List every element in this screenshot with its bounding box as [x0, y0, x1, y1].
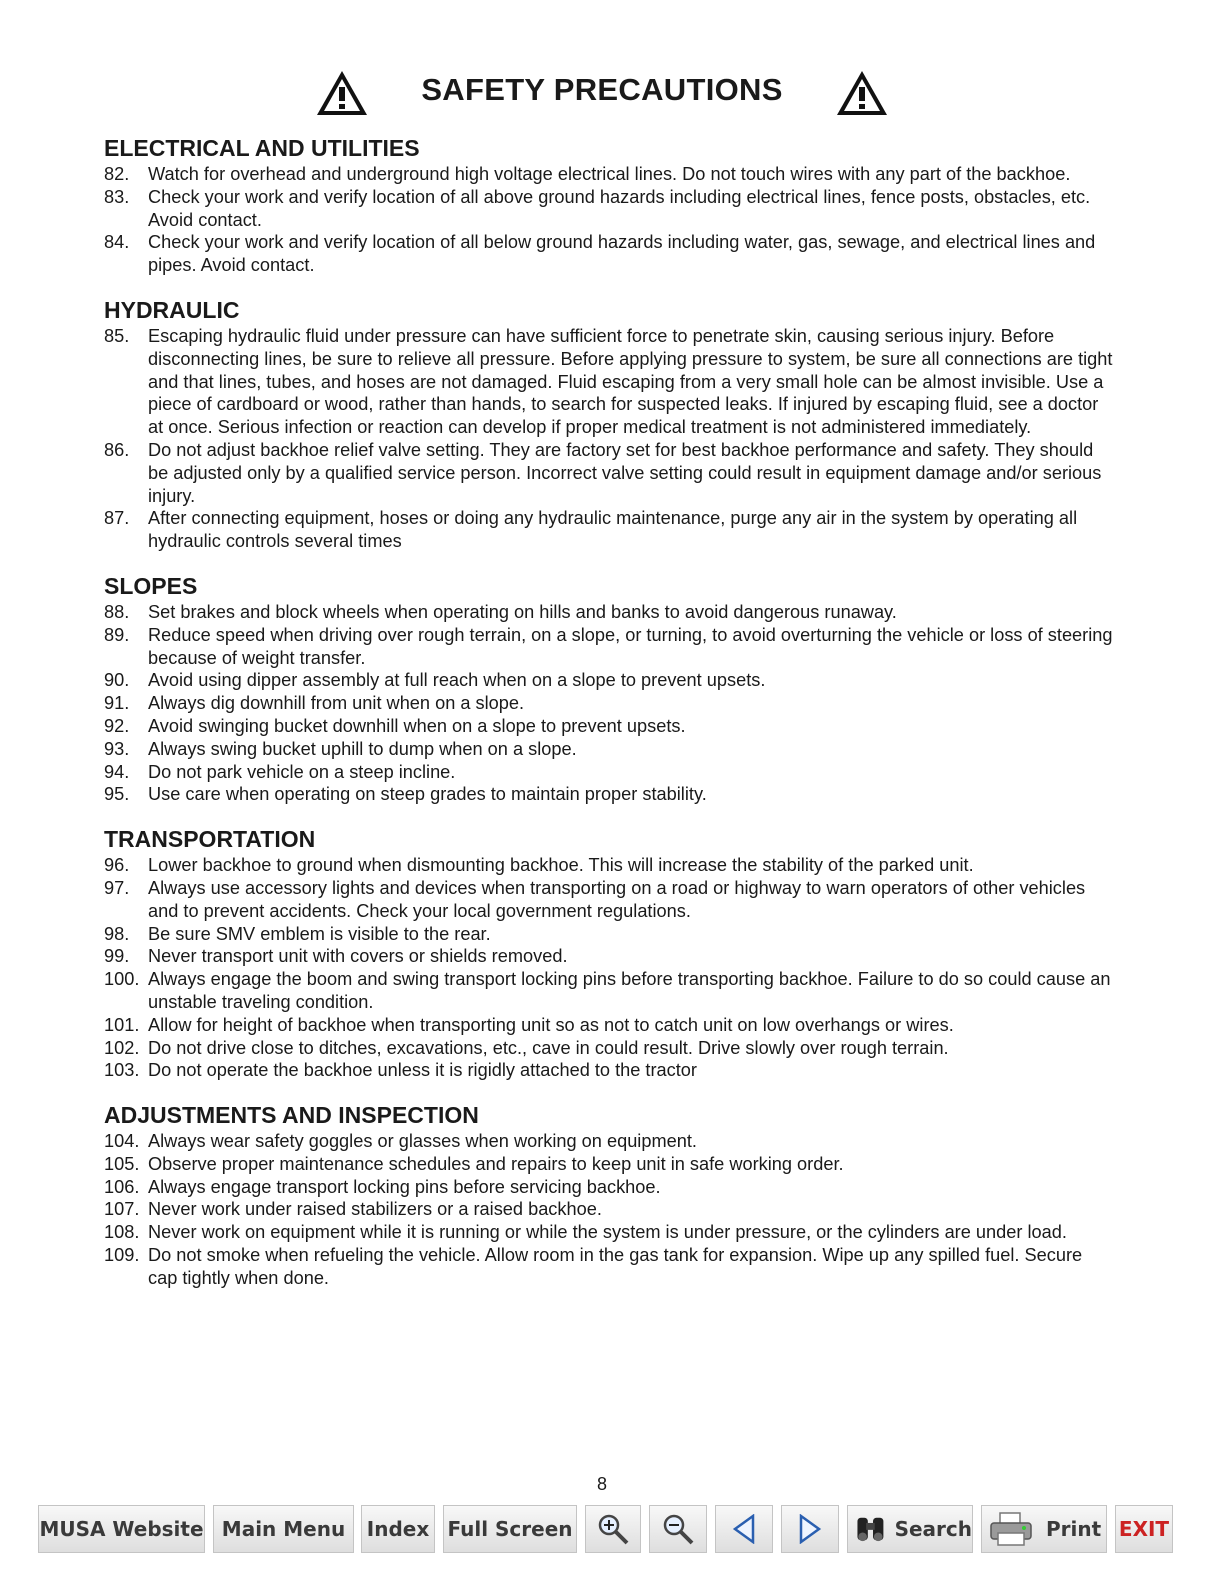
full-screen-button[interactable]: Full Screen: [443, 1505, 577, 1553]
item-text: Observe proper maintenance schedules and repairs to keep unit in safe working order.: [148, 1153, 844, 1174]
list-item: [104, 231, 1114, 277]
arrow-right-icon: [797, 1514, 823, 1544]
item-text: Always use accessory lights and devices when transporting on a road or highway to warn operators of other vehicles and to prevent accidents. Check your local government regulations.: [148, 877, 1086, 921]
item-number: 101.: [104, 1014, 140, 1035]
item-text: Always wear safety goggles or glasses when working on equipment.: [148, 1131, 697, 1152]
item-text: Set brakes and block wheels when operating on hills and banks to avoid dangerous runaway.: [148, 601, 897, 622]
list-item: [104, 761, 1114, 784]
zoom-out-button[interactable]: [649, 1505, 707, 1553]
item-text: Be sure SMV emblem is visible to the rear.: [148, 923, 491, 944]
zoom-in-icon: [596, 1512, 630, 1546]
item-number: 102.: [104, 1037, 140, 1058]
item-text: Use care when operating on steep grades to maintain proper stability.: [148, 784, 707, 805]
search-label: Search: [894, 1517, 972, 1541]
warning-icon: [836, 70, 888, 116]
list-item: [104, 1221, 1114, 1244]
list-item: [104, 1014, 1114, 1037]
next-page-button[interactable]: [781, 1505, 839, 1553]
item-number: 106.: [104, 1176, 140, 1197]
print-label: Print: [1046, 1517, 1102, 1541]
item-number: 100.: [104, 969, 140, 990]
item-number: 105.: [104, 1153, 140, 1174]
item-text: Escaping hydraulic fluid under pressure can have sufficient force to penetrate skin, causing serious injury. Before disconnecting lines, be sure to relieve all pressure. Before applying pressure to system, be sure all connections are tight and that lines, tubes, and hoses are not damaged. Fluid escaping from a very small hole can be almost invisible. Use a piece of cardboard or wood, rather than hands, to search for suspected leaks. If injured by escaping fluid, see a doctor at once. Serious infection or reaction can develop if proper medical treatment is not administered immediately.: [148, 325, 1113, 438]
list-item: [104, 1130, 1114, 1153]
item-text: After connecting equipment, hoses or doing any hydraulic maintenance, purge any air in the system by operating all hydraulic controls several times: [148, 508, 1078, 552]
section-heading: TRANSPORTATION: [104, 826, 316, 853]
item-number: 92.: [104, 715, 130, 736]
item-text: Lower backhoe to ground when dismounting backhoe. This will increase the stability of the parked unit.: [148, 855, 974, 876]
item-number: 91.: [104, 693, 130, 714]
search-button[interactable]: [847, 1505, 973, 1553]
section-heading: HYDRAULIC: [104, 296, 240, 323]
binoculars-icon: [854, 1512, 889, 1546]
item-text: Never work under raised stabilizers or a raised backhoe.: [148, 1199, 602, 1220]
item-number: 107.: [104, 1199, 140, 1220]
item-number: 83.: [104, 186, 130, 207]
document-body: [104, 133, 1114, 1308]
zoom-out-icon: [661, 1512, 695, 1546]
main-menu-button[interactable]: Main Menu: [213, 1505, 354, 1553]
item-text: Reduce speed when driving over rough terrain, on a slope, or turning, to avoid overturning the vehicle or loss of steering because of weight transfer.: [148, 624, 1113, 668]
item-text: Do not smoke when refueling the vehicle. Allow room in the gas tank for expansion. Wipe up any spilled fuel. Secure cap tightly when done.: [148, 1245, 1083, 1288]
item-text: Do not adjust backhoe relief valve setting. They are factory set for best backhoe performance and safety. They should be adjusted only by a qualified service person. Incorrect valve setting could result in equipment damage and/or serious injury.: [148, 439, 1102, 506]
list-item: [104, 507, 1114, 553]
item-number: 94.: [104, 761, 130, 782]
list-item: [104, 186, 1114, 232]
exit-button[interactable]: EXIT: [1115, 1505, 1173, 1553]
item-text: Do not operate the backhoe unless it is rigidly attached to the tractor: [148, 1060, 697, 1081]
item-number: 98.: [104, 923, 130, 944]
list-item: [104, 715, 1114, 738]
list-item: [104, 923, 1114, 946]
item-number: 96.: [104, 855, 130, 876]
zoom-in-button[interactable]: [585, 1505, 641, 1553]
index-button[interactable]: Index: [361, 1505, 435, 1553]
section-heading: ELECTRICAL AND UTILITIES: [104, 135, 420, 161]
item-text: Watch for overhead and underground high voltage electrical lines. Do not touch wires with any part of the backhoe.: [148, 164, 1071, 184]
item-number: 95.: [104, 784, 130, 805]
item-number: 103.: [104, 1060, 140, 1081]
list-item: [104, 877, 1114, 923]
item-text: Never work on equipment while it is running or while the system is under pressure, or the cylinders are under load.: [148, 1222, 1067, 1243]
list-item: [104, 945, 1114, 968]
item-number: 84.: [104, 232, 130, 253]
list-item: [104, 624, 1114, 670]
item-text: Check your work and verify location of all above ground hazards including electrical lines, fence posts, obstacles, etc. Avoid contact.: [148, 186, 1091, 230]
item-number: 82.: [104, 164, 130, 184]
list-item: [104, 692, 1114, 715]
arrow-left-icon: [731, 1514, 757, 1544]
item-number: 99.: [104, 946, 130, 967]
section: [104, 1100, 1114, 1290]
page-number: 8: [596, 1474, 607, 1494]
previous-page-button[interactable]: [715, 1505, 773, 1553]
item-text: Avoid swinging bucket downhill when on a slope to prevent upsets.: [148, 715, 686, 736]
list-item: [104, 601, 1114, 624]
item-text: Do not drive close to ditches, excavations, etc., cave in could result. Drive slowly over rough terrain.: [148, 1037, 949, 1058]
list-item: [104, 163, 1114, 186]
list-item: [104, 968, 1114, 1014]
item-number: 97.: [104, 877, 130, 898]
list-item: [104, 1037, 1114, 1060]
musa-website-button[interactable]: MUSA Website: [38, 1505, 205, 1553]
item-text: Check your work and verify location of all below ground hazards including water, gas, sewage, and electrical lines and pipes. Avoid contact.: [148, 232, 1096, 276]
list-item: [104, 1176, 1114, 1199]
list-item: [104, 1059, 1114, 1082]
item-text: Always engage the boom and swing transport locking pins before transporting backhoe. Failure to do so could cause an unstable traveling condition.: [148, 969, 1111, 1012]
printer-icon: [988, 1511, 1034, 1547]
item-text: Avoid using dipper assembly at full reach when on a slope to prevent upsets.: [148, 670, 766, 691]
item-text: Do not park vehicle on a steep incline.: [148, 761, 456, 782]
page-title: SAFETY PRECAUTIONS: [421, 72, 783, 107]
item-number: 87.: [104, 508, 130, 529]
list-item: [104, 854, 1114, 877]
print-button[interactable]: [981, 1505, 1107, 1553]
section-heading: ADJUSTMENTS AND INSPECTION: [104, 1102, 479, 1129]
item-number: 89.: [104, 624, 130, 645]
section: [104, 824, 1114, 1082]
item-number: 104.: [104, 1131, 140, 1152]
list-item: [104, 669, 1114, 692]
list-item: [104, 783, 1114, 806]
list-item: [104, 1198, 1114, 1221]
section: [104, 571, 1114, 806]
list-item: [104, 1244, 1114, 1290]
item-number: 90.: [104, 670, 130, 691]
list-item: [104, 325, 1114, 439]
item-number: 85.: [104, 325, 130, 346]
item-text: Always dig downhill from unit when on a slope.: [148, 693, 525, 714]
item-text: Never transport unit with covers or shields removed.: [148, 946, 568, 967]
list-item: [104, 738, 1114, 761]
item-number: 93.: [104, 738, 130, 759]
item-number: 86.: [104, 439, 130, 460]
title-row: [0, 66, 1224, 122]
list-item: [104, 1153, 1114, 1176]
item-text: Allow for height of backhoe when transporting unit so as not to catch unit on low overhangs or wires.: [148, 1014, 954, 1035]
item-number: 108.: [104, 1222, 140, 1243]
item-number: 88.: [104, 601, 130, 622]
section: [104, 133, 1114, 277]
list-item: [104, 439, 1114, 507]
item-text: Always engage transport locking pins before servicing backhoe.: [148, 1176, 661, 1197]
item-number: 109.: [104, 1245, 140, 1266]
item-text: Always swing bucket uphill to dump when on a slope.: [148, 738, 577, 759]
section-heading: SLOPES: [104, 572, 198, 599]
section: [104, 295, 1114, 553]
